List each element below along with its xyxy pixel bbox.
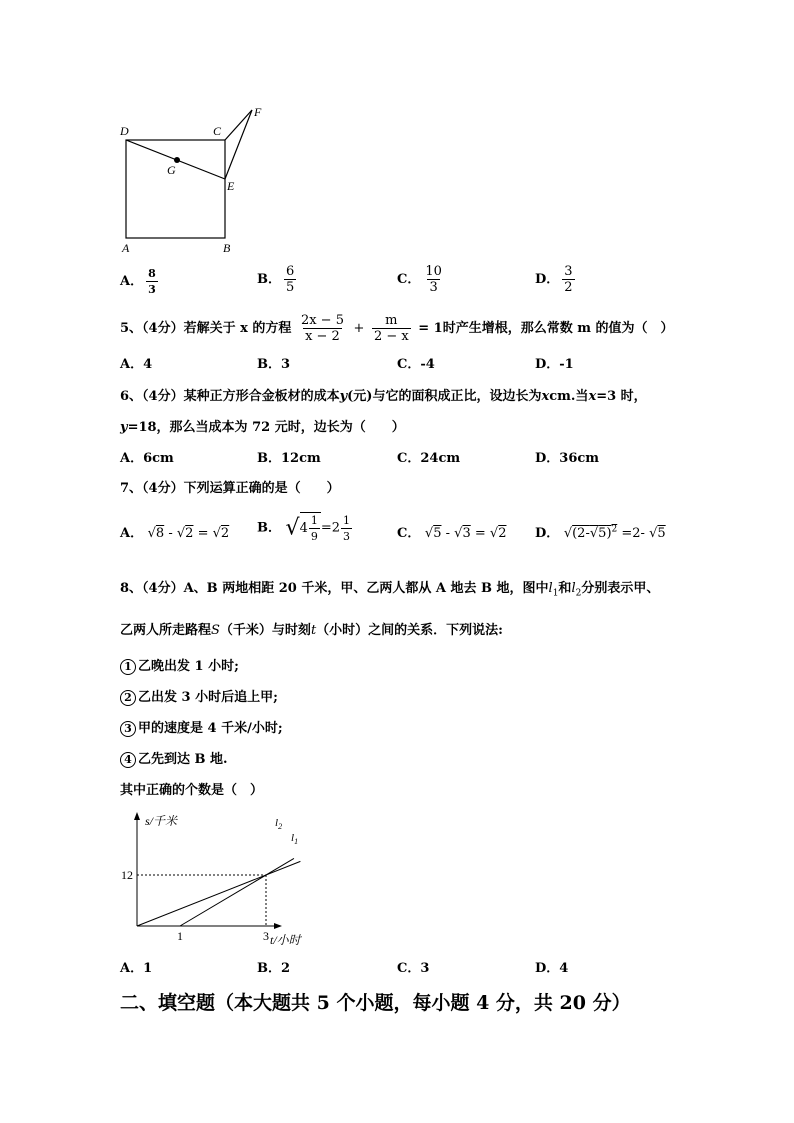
q8-statement-1: 1 乙晚出发 1 小时;: [120, 655, 239, 675]
x-axis-label: t/小时: [270, 933, 301, 947]
section-fill-blank-heading: 二、填空题（本大题共 5 个小题，每小题 4 分，共 20 分）: [120, 992, 631, 1014]
label-e: E: [227, 179, 235, 193]
q6-option-b[interactable]: B．12cm: [257, 451, 321, 466]
series-l1-label: $l_1$: [291, 832, 299, 846]
q7-option-c[interactable]: C． √5 - √3 = √2: [397, 526, 507, 541]
q8-statement-4: 4 乙先到达 B 地.: [120, 748, 228, 768]
y-tick-12: 12: [121, 868, 133, 882]
q8-option-a[interactable]: A．1: [120, 961, 153, 976]
distance-time-chart: [110, 808, 330, 953]
q8-statement-2: 2 乙出发 3 小时后追上甲;: [120, 686, 278, 706]
label-g: G: [167, 163, 176, 177]
q5-option-d[interactable]: D．-1: [535, 357, 574, 372]
label-b: B: [223, 241, 231, 255]
x-tick-3: 3: [263, 929, 269, 943]
label-d: D: [120, 124, 129, 138]
q7-option-b[interactable]: B． √4 $\frac{1}{9}$ =2 $\frac{1}{3}$: [257, 513, 351, 543]
x-tick-1: 1: [177, 929, 183, 943]
square-abcd: [126, 140, 225, 238]
y-axis-label: s/千米: [145, 814, 178, 828]
q5-stem: 5、（4分）若解关于 x 的方程 $\frac{2x - 5}{x - 2}$ + $\frac{m}{2 - x}$ = 1时产生增根，那么常数 m 的值为（ ）: [120, 313, 674, 344]
q5-option-c[interactable]: C．-4: [397, 357, 435, 372]
q8-stem-line2: 乙两人所走路程S（千米）与时刻t（小时）之间的关系．下列说法:: [120, 623, 503, 638]
q5-option-b[interactable]: B．3: [257, 357, 291, 372]
q5-option-a[interactable]: A．4: [120, 357, 153, 372]
series-l2-line: [180, 858, 294, 926]
q4-option-d[interactable]: D． $\frac{3}{2}$: [535, 264, 573, 295]
q6-option-c[interactable]: C．24cm: [397, 451, 461, 466]
q8-question: 其中正确的个数是（ ）: [120, 783, 264, 798]
q4-option-c[interactable]: C． $\frac{10}{3}$: [397, 264, 442, 295]
square-figure: [110, 100, 280, 260]
segment-ef: [225, 110, 252, 179]
q7-stem: 7、（4分）下列运算正确的是（ ）: [120, 481, 340, 496]
q8-option-c[interactable]: C．3: [397, 961, 430, 976]
q6-option-d[interactable]: D．36cm: [535, 451, 600, 466]
label-a: A: [122, 241, 130, 255]
q8-statement-3: 3 甲的速度是 4 千米/小时;: [120, 717, 283, 737]
q7-option-d[interactable]: D． $√(2-√5)^2 =2-$ √5: [535, 524, 666, 541]
q6-stem-line1: 6、（4分）某种正方形合金板材的成本y(元)与它的面积成正比，设边长为xcm.当x=3 时，: [120, 389, 647, 404]
q8-option-d[interactable]: D．4: [535, 961, 569, 976]
q7-option-a[interactable]: A． √8 - √2 = √2: [120, 526, 230, 541]
label-f: F: [254, 105, 262, 119]
y-axis-arrow: [134, 812, 140, 820]
segment-cf: [225, 110, 252, 140]
q6-option-a[interactable]: A．6cm: [120, 451, 174, 466]
q4-option-b[interactable]: B． $\frac{6}{5}$: [257, 264, 295, 295]
label-c: C: [213, 124, 222, 138]
series-l2-label: $l_2$: [275, 817, 283, 831]
q4-option-a[interactable]: A． $\frac{8}{3}$: [120, 267, 156, 296]
x-axis-arrow: [274, 923, 282, 929]
q8-stem-line1: 8、（4分）A、B 两地相距 20 千米，甲、乙两人都从 A 地去 B 地，图中$l_1$和$l_2$分别表示甲、: [120, 581, 660, 599]
q8-option-b[interactable]: B．2: [257, 961, 291, 976]
q6-stem-line2: y=18，那么当成本为 72 元时，边长为（ ）: [120, 420, 405, 435]
series-l1-line: [137, 861, 300, 926]
